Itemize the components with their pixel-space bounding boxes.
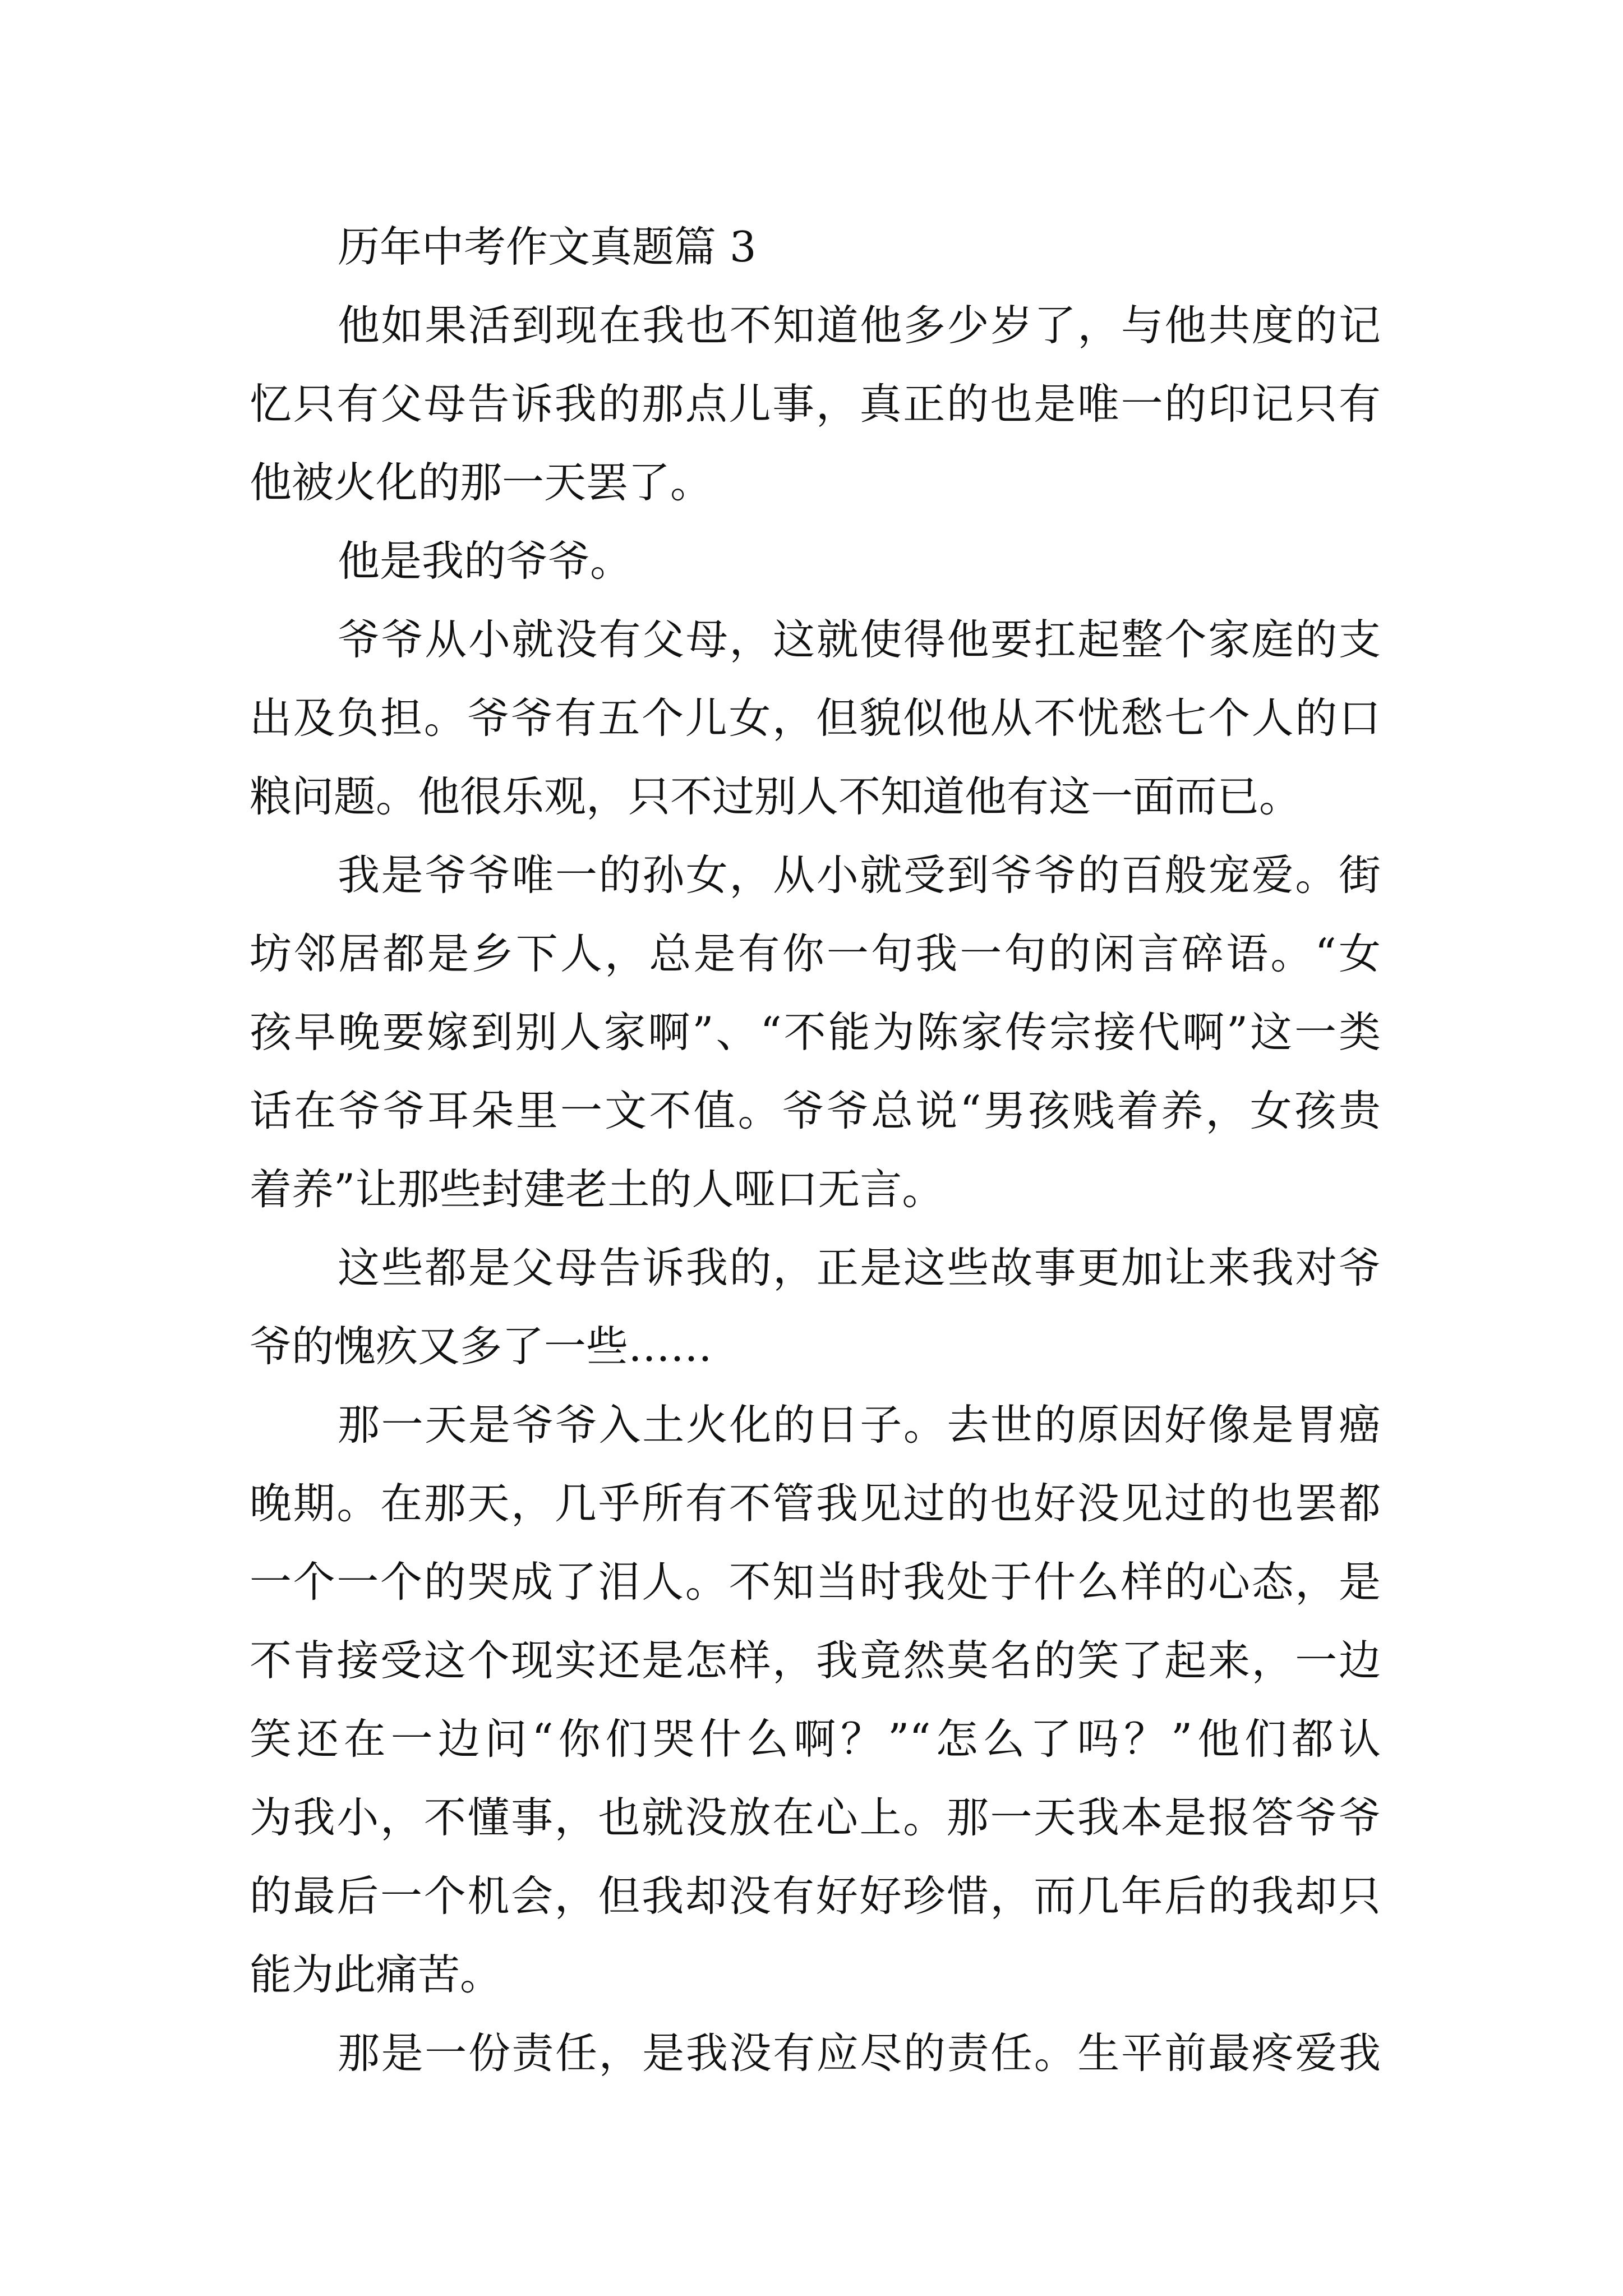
paragraph-line: 粮问题。他很乐观，只不过别人不知道他有这一面而已。 [250, 772, 1302, 821]
paragraph-1 [250, 286, 1381, 522]
document-title: 历年中考作文真题篇 3 [338, 222, 757, 272]
paragraph-line: 那一天是爷爷入土火化的日子。去世的原因好像是胃癌 [338, 1400, 1381, 1450]
paragraph-7 [250, 2014, 1381, 2092]
paragraph-line: 晚期。在那天，几乎所有不管我见过的也好没见过的也罢都 [250, 1479, 1381, 1528]
paragraph-line: 爷爷从小就没有父母，这就使得他要扛起整个家庭的支 [338, 615, 1381, 664]
paragraph-2 [250, 522, 1381, 600]
paragraph-6 [250, 1386, 1381, 2014]
paragraph-line: 那是一份责任，是我没有应尽的责任。生平前最疼爱我 [338, 2028, 1381, 2078]
paragraph-line: 着养”让那些封建老土的人哑口无言。 [250, 1165, 944, 1214]
paragraph-line: 一个一个的哭成了泪人。不知当时我处于什么样的心态，是 [250, 1557, 1381, 1607]
paragraph-line: 坊邻居都是乡下人，总是有你一句我一句的闲言碎语。“女 [250, 929, 1381, 978]
paragraph-line: 这些都是父母告诉我的，正是这些故事更加让来我对爷 [338, 1243, 1381, 1292]
paragraph-line: 能为此痛苦。 [250, 1950, 502, 1999]
paragraph-line: 他被火化的那一天罢了。 [250, 458, 713, 507]
paragraph-line: 为我小，不懂事，也就没放在心上。那一天我本是报答爷爷 [250, 1793, 1381, 1842]
paragraph-line: 话在爷爷耳朵里一文不值。爷爷总说“男孩贱着养，女孩贵 [250, 1086, 1381, 1135]
paragraph-line: 孩早晚要嫁到别人家啊”、“不能为陈家传宗接代啊”这一类 [250, 1007, 1381, 1057]
paragraph-line: 不肯接受这个现实还是怎样，我竟然莫名的笑了起来，一边 [250, 1636, 1381, 1685]
paragraph-line: 我是爷爷唯一的孙女，从小就受到爷爷的百般宠爱。街 [338, 850, 1381, 900]
paragraph-line: 忆只有父母告诉我的那点儿事，真正的也是唯一的印记只有 [250, 379, 1381, 429]
paragraph-5 [250, 1228, 1381, 1386]
paragraph-line: 他如果活到现在我也不知道他多少岁了，与他共度的记 [338, 301, 1381, 350]
paragraph-4 [250, 836, 1381, 1228]
document-body [250, 208, 1381, 2092]
paragraph-line: 笑还在一边问“你们哭什么啊？”“怎么了吗？”他们都认 [250, 1714, 1381, 1764]
paragraph-line: 爷的愧疚又多了一些…… [250, 1322, 713, 1371]
paragraph-line: 他是我的爷爷。 [338, 536, 633, 586]
paragraph-line: 的最后一个机会，但我却没有好好珍惜，而几年后的我却只 [250, 1871, 1381, 1921]
paragraph-3 [250, 600, 1381, 836]
paragraph-line: 出及负担。爷爷有五个儿女，但貌似他从不忧愁七个人的口 [250, 693, 1381, 743]
